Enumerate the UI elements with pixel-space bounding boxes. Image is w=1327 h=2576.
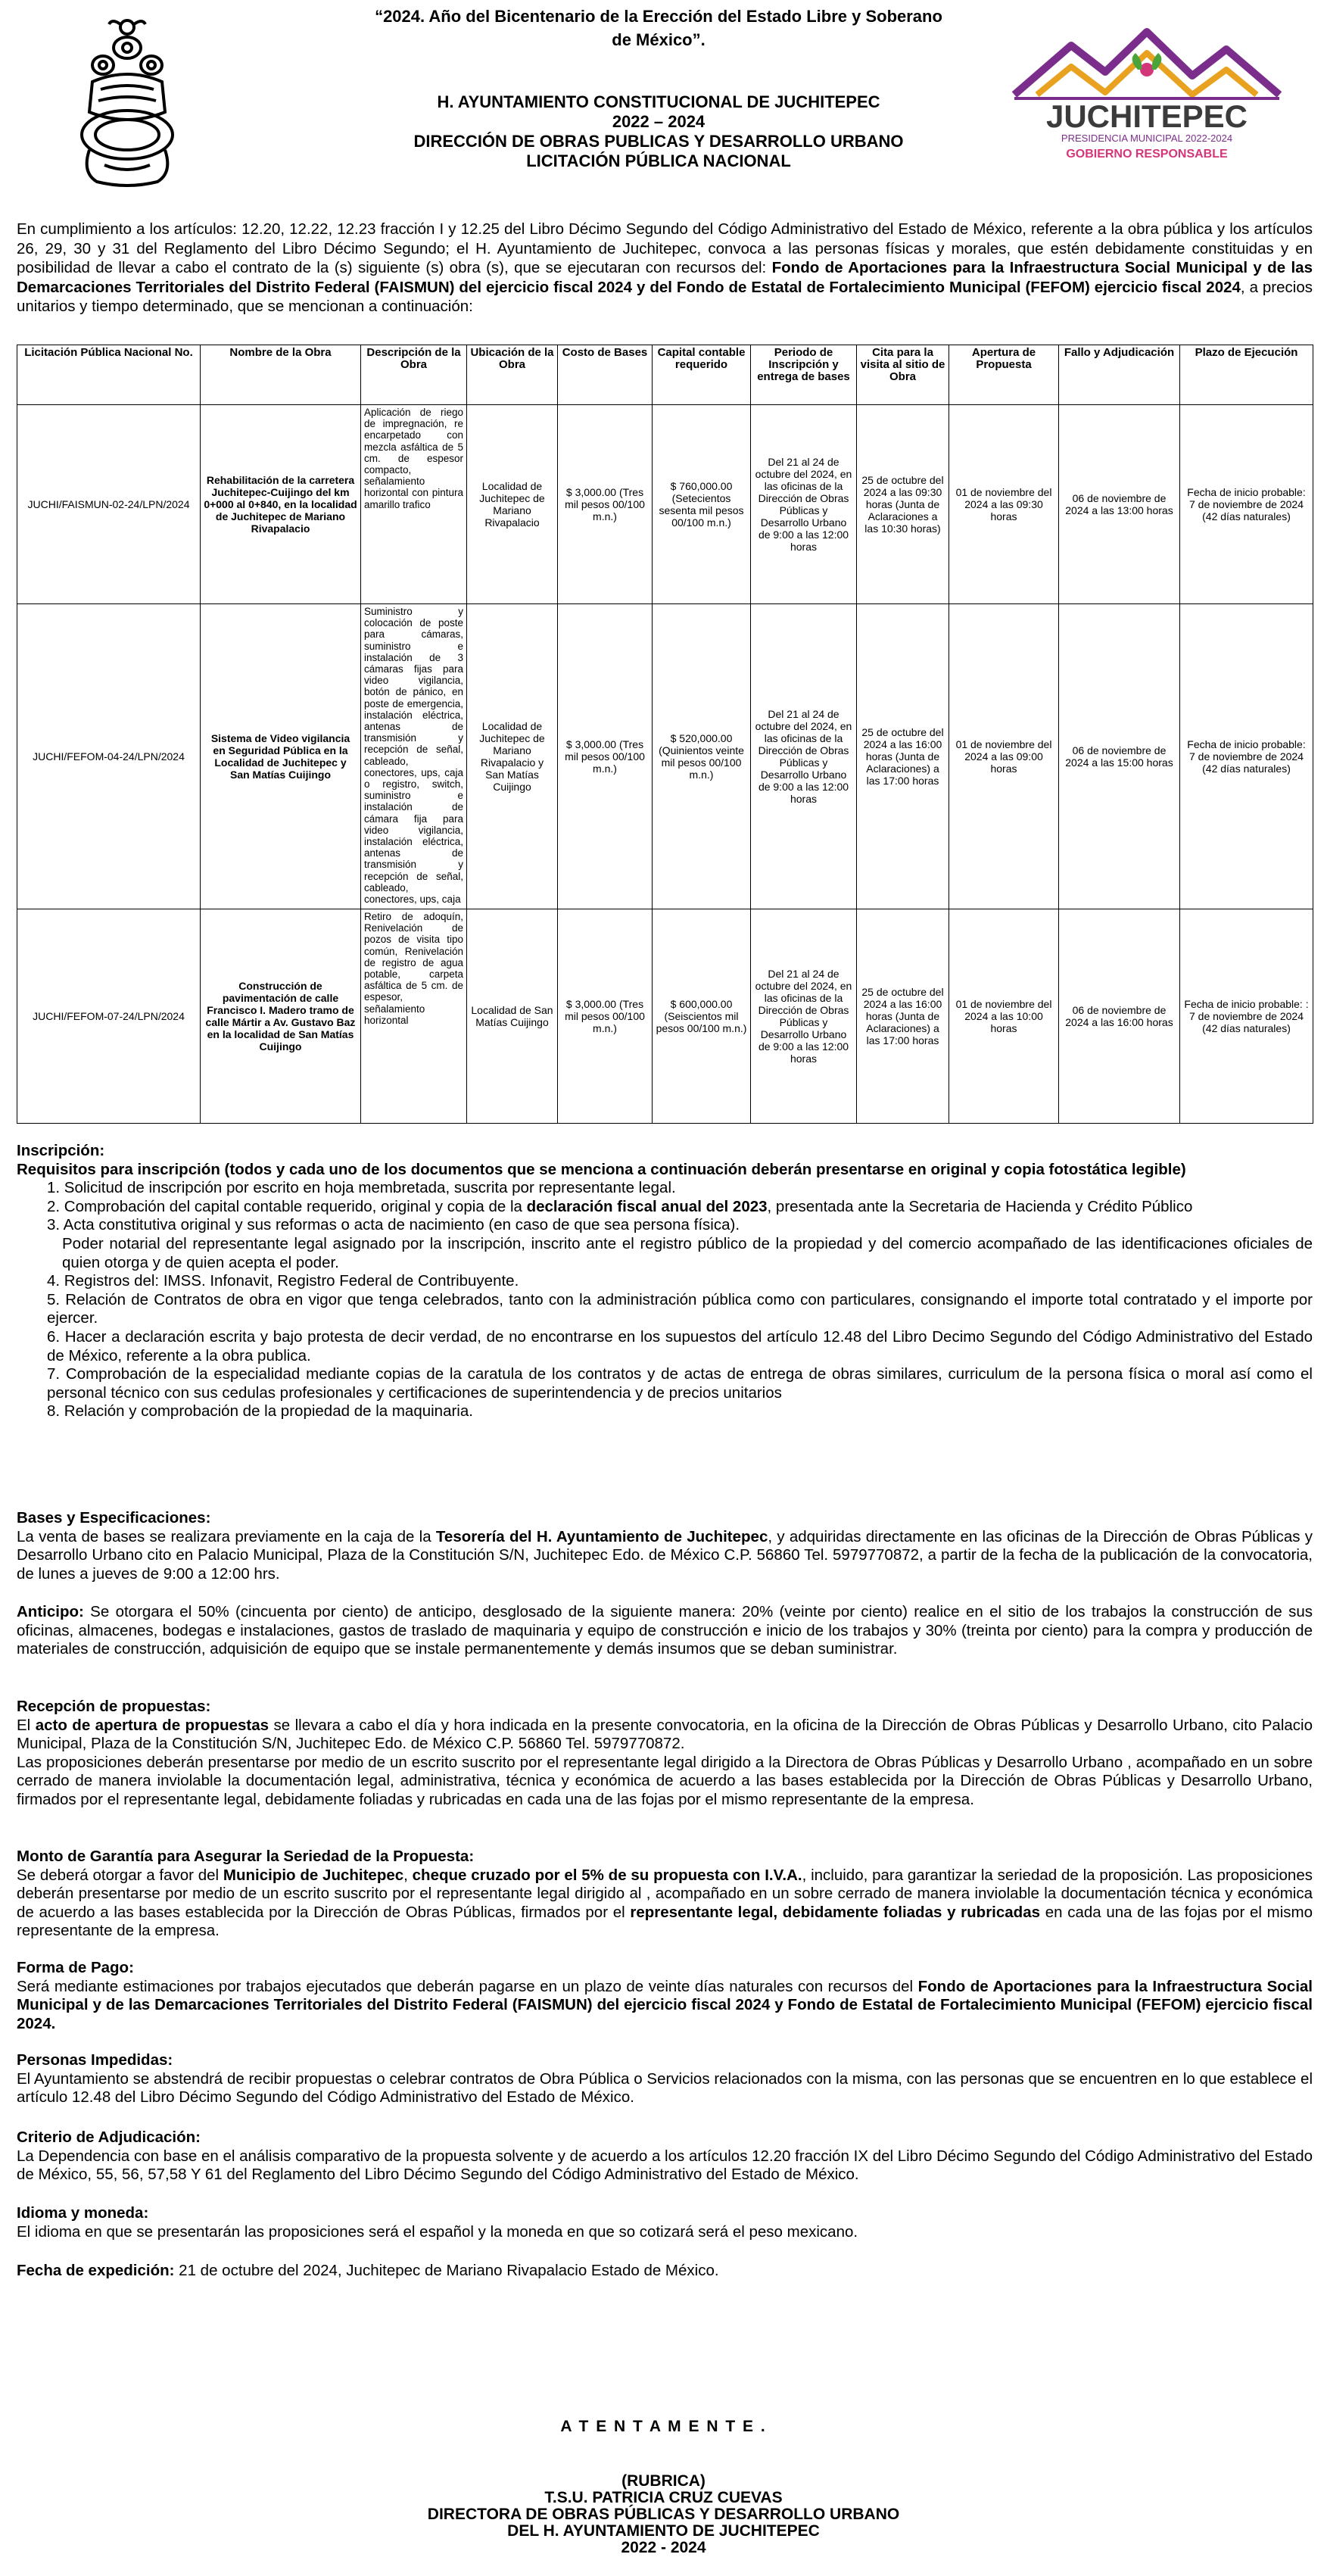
section-expedicion — [17, 2262, 1313, 2281]
cell-ruling: 06 de noviembre de 2024 a las 16:00 horas — [1059, 909, 1180, 1124]
section-text: Se otorgara el 50% (cincuenta por ciento) de anticipo, desglosado de la siguiente manera: 20% (veinte por ciento) realice en el sitio de los trabajos la construcción de sus oficinas, almacenes, bodegas e instalaciones, gastos de traslado de maquinaria y equipo de construcción e inicio de los trabajos y 30% (treinta por ciento) para la compra y producción de materiales de construcción, adquisición de equipo que se instale permanentemente y demás insumos que se deban suministrar. — [17, 1603, 1313, 1658]
text-span: , — [403, 1866, 413, 1884]
col-header: Cita para la visita al sitio de Obra — [857, 345, 949, 405]
list-item-text: 2. Comprobación del capital contable requerido, original y copia de la — [47, 1197, 527, 1215]
section-text: El idioma en que se presentarán las proposiciones será el español y la moneda en que so cotizará será el peso mexicano. — [17, 2222, 858, 2241]
cell-desc: Aplicación de riego de impregnación, re encarpetado con mezcla asfáltica de 5 cm. de espesor compacto, señalamiento horizontal con pintura amarillo trafico — [361, 405, 467, 604]
signatory-period: 2022 - 2024 — [621, 2539, 706, 2556]
list-item: 6. Hacer a declaración escrita y bajo protesta de decir verdad, de no encontrarse en los supuestos del artículo 12.48 del Libro Decimo Segundo del Código Administrativo del Estado de México, referente a la obra publica. — [47, 1327, 1313, 1364]
intro-text: En cumplimiento a los artículos: 12.20, 12.22, 12.23 fracción I y 12.25 del Libro Décimo Segundo del Código Administrativo del Estado de México, referente a la obra pública y los artículos 26, 29, 30 y 31 del Reglamento del Libro Décimo Segundo; el H. Ayuntamiento de Juchitepec, convoca a las personas físicas y morales, que estén debidamente constituidas y en posibilidad de llevar a cabo el contrato de la (s) siguiente (s) obra (s), que se ejecutaran con recursos del: — [17, 220, 1313, 276]
section-title: Idioma y moneda: — [17, 2204, 149, 2222]
list-item — [47, 1198, 1313, 1217]
section-title: Monto de Garantía para Asegurar la Seriedad de la Propuesta: — [17, 1848, 475, 1865]
col-header: Descripción de la Obra — [361, 345, 467, 405]
col-header: Costo de Bases — [558, 345, 653, 405]
table-row — [17, 909, 1313, 1124]
table-header-row — [17, 345, 1313, 405]
section-title: Anticipo: — [17, 1603, 84, 1620]
col-header: Nombre de la Obra — [201, 345, 361, 405]
cell-desc: Retiro de adoquín, Renivelación de pozos de visita tipo común, Renivelación de registro de agua potable, carpeta asfáltica de 5 cm. de espesor, señalamiento horizontal — [361, 909, 467, 1124]
col-header: Apertura de Propuesta — [949, 345, 1059, 405]
logo-slogan-text: GOBIERNO RESPONSABLE — [1066, 148, 1228, 161]
cell-term: Fecha de inicio probable: 7 de noviembre de 2024 (42 días naturales) — [1180, 604, 1313, 909]
col-header: Capital contable requerido — [653, 345, 751, 405]
section-subtitle: Requisitos para inscripción (todos y cada uno de los documentos que se menciona a continuación deberán presentarse en original y copia fotostática legible) — [17, 1160, 1186, 1178]
text-span: La venta de bases se realizara previamente en la caja de la — [17, 1527, 436, 1545]
cell-no: JUCHI/FAISMUN-02-24/LPN/2024 — [17, 405, 201, 604]
juchitepec-brand-logo — [1007, 23, 1287, 163]
municipal-glyph-logo — [67, 14, 188, 188]
text-span: Será mediante estimaciones por trabajos ejecutados que deberán pagarse en un plazo de veinte días naturales con recursos del — [17, 1977, 918, 1995]
section-text: La Dependencia con base en el análisis comparativo de la propuesta solvente y de acuerdo a los artículos 12.20 fracción IX del Libro Décimo Segundo del Código Administrativo del Estado de México, 55, 56, 57,58 Y 61 del Reglamento del Libro Décimo Segundo del Código Administrativo del Estado de México. — [17, 2147, 1313, 2184]
text-span: en cada una de las fojas por el mismo representante de la empresa. — [17, 1903, 1313, 1940]
list-item-text-end: , presentada ante la Secretaria de Hacienda y Crédito Público — [767, 1197, 1193, 1215]
cell-opening: 01 de noviembre del 2024 a las 10:00 horas — [949, 909, 1059, 1124]
col-header: Plazo de Ejecución — [1180, 345, 1313, 405]
signatory-role: DIRECTORA DE OBRAS PÚBLICAS Y DESARROLLO URBANO — [427, 2506, 900, 2523]
cell-period: Del 21 al 24 de octubre del 2024, en las oficinas de la Dirección de Obras Públicas y Desarrollo Urbano de 9:00 a las 12:00 horas — [751, 909, 857, 1124]
section-title: Fecha de expedición: — [17, 2262, 175, 2279]
cell-term: Fecha de inicio probable: : 7 de noviembre de 2024 (42 días naturales) — [1180, 909, 1313, 1124]
cell-ruling: 06 de noviembre de 2024 a las 13:00 horas — [1059, 405, 1180, 604]
text-span: se llevara a cabo el día y hora indicada en la presente convocatoria, en la oficina de la Dirección de Obras Públicas y Desarrollo Urbano, cito Palacio Municipal, Plaza de la Constitución S/N, Juchitepec Edo. de México C.P. 56860 Tel. 5979770872. — [17, 1716, 1313, 1753]
cell-cost: $ 3,000.00 (Tres mil pesos 00/100 m.n.) — [558, 909, 653, 1124]
list-item: 4. Registros del: IMSS. Infonavit, Registro Federal de Contribuyente. — [47, 1272, 519, 1290]
section-text: 21 de octubre del 2024, Juchitepec de Mariano Rivapalacio Estado de México. — [174, 2262, 719, 2279]
cell-name: Construcción de pavimentación de calle Francisco I. Madero tramo de calle Mártir a Av. Gustavo Baz en la localidad de San Matías Cuijingo — [201, 909, 361, 1124]
table-row — [17, 604, 1313, 909]
list-item: 8. Relación y comprobación de la propiedad de la maquinaria. — [47, 1402, 473, 1421]
list-item: 7. Comprobación de la especialidad mediante copias de la caratula de los contratos y de actas de entrega de obras similares, curriculum de la persona física o moral así como el personal técnico con sus cedulas profesionales y certificaciones de superintendencia y de precios unitarios — [47, 1365, 1313, 1402]
section-text — [17, 1978, 1313, 2034]
header-quote — [318, 5, 999, 51]
col-header: Periodo de Inscripción y entrega de bases — [751, 345, 857, 405]
logo-sub-text: PRESIDENCIA MUNICIPAL 2022-2024 — [1061, 133, 1233, 144]
intro-fund-names: Fondo de Aportaciones para la Infraestructura Social Municipal y de las Demarcaciones Territoriales del Distrito Federal (FAISMUN) del ejercicio fiscal 2024 y del Fondo de Estatal de Fortalecimiento Municipal (FEFOM) ejercicio fiscal 2024 — [17, 259, 1313, 296]
section-inscripcion — [17, 1142, 1313, 1421]
tender-table — [17, 345, 1313, 1124]
cell-capital: $ 520,000.00 (Quinientos veinte mil pesos 00/100 m.n.) — [653, 604, 751, 909]
section-title: Criterio de Adjudicación: — [17, 2128, 201, 2146]
list-item: 5. Relación de Contratos de obra en vigor que tenga celebrados, tanto con la administración pública como con particulares, consignando el importe total contratado y el importe por ejercer. — [47, 1290, 1313, 1327]
cell-visit: 25 de octubre del 2024 a las 16:00 horas (Junta de Aclaraciones) a las 17:00 horas — [857, 604, 949, 909]
bold-span: Fondo de Aportaciones para la Infraestructura Social Municipal y de las Demarcaciones Territoriales del Distrito Federal (FAISMUN) del ejercicio fiscal 2024 y Fondo de Estatal de Fortalecimiento Municipal (FEFOM) ejercicio fiscal 2024. — [17, 1977, 1313, 2032]
table-row — [17, 405, 1313, 604]
cell-capital: $ 760,000.00 (Setecientos sesenta mil pesos 00/100 m.n.) — [653, 405, 751, 604]
cell-location: Localidad de Juchitepec de Mariano Rivapalacio y San Matías Cuijingo — [467, 604, 558, 909]
header-organization — [318, 92, 999, 171]
org-line-2: 2022 – 2024 — [612, 112, 706, 131]
closing-atentamente: A T E N T A M E N T E . — [560, 2418, 767, 2435]
section-recepcion — [17, 1698, 1313, 1810]
bold-span: Tesorería del H. Ayuntamiento de Juchitepec — [435, 1527, 768, 1545]
cell-ruling: 06 de noviembre de 2024 a las 15:00 horas — [1059, 604, 1180, 909]
list-item: Poder notarial del representante legal asignado por la inscripción, inscrito ante el registro público de la propiedad y del comercio acompañado de las identificaciones oficiales de quien otorga y de quien acepta el poder. — [62, 1234, 1313, 1271]
section-text: El Ayuntamiento se abstendrá de recibir propuestas o celebrar contratos de Obra Pública o Servicios relacionados con la misma, con las personas que se encuentren en lo que establece el artículo 12.48 del Libro Décimo Segundo del Código Administrativo del Estado de México. — [17, 2069, 1313, 2107]
cell-period: Del 21 al 24 de octubre del 2024, en las oficinas de la Dirección de Obras Públicas y Desarrollo Urbano de 9:00 a las 12:00 horas — [751, 405, 857, 604]
logo-brand-text: JUCHITEPEC — [1045, 98, 1248, 134]
bold-span: representante legal, debidamente foliadas y rubricadas — [630, 1903, 1040, 1921]
cell-no: JUCHI/FEFOM-07-24/LPN/2024 — [17, 909, 201, 1124]
text-span: , y adquiridas directamente en las oficinas de la Dirección de Obras Públicas y Desarrollo Urbano cito en Palacio Municipal, Plaza de la Constitución S/N, Juchitepec Edo. de México C.P. 56860 Tel. 5979770872, a partir de la fecha de la publicación de la convocatoria, de lunes a jueves de 9:00 a 12:00 hrs. — [17, 1527, 1313, 1583]
col-header: Fallo y Adjudicación — [1059, 345, 1180, 405]
bold-span: acto de apertura de propuestas — [35, 1716, 269, 1734]
list-item-bold: declaración fiscal anual del 2023 — [526, 1197, 768, 1215]
cell-period: Del 21 al 24 de octubre del 2024, en las oficinas de la Dirección de Obras Públicas y Desarrollo Urbano de 9:00 a las 12:00 horas — [751, 604, 857, 909]
cell-visit: 25 de octubre del 2024 a las 09:30 horas (Junta de Aclaraciones a las 10:30 horas) — [857, 405, 949, 604]
section-text — [17, 1717, 1313, 1754]
cell-capital: $ 600,000.00 (Seiscientos mil pesos 00/100 m.n.) — [653, 909, 751, 1124]
cell-location: Localidad de Juchitepec de Mariano Rivapalacio — [467, 405, 558, 604]
header-quote-line1: “2024. Año del Bicentenario de la Erección del Estado Libre y Soberano — [375, 7, 942, 26]
section-title: Recepción de propuestas: — [17, 1698, 211, 1715]
section-text — [17, 1528, 1313, 1584]
cell-visit: 25 de octubre del 2024 a las 16:00 horas (Junta de Aclaraciones) a las 17:00 horas — [857, 909, 949, 1124]
intro-paragraph — [17, 220, 1313, 317]
list-item: 3. Acta constitutiva original y sus reformas o acta de nacimiento (en caso de que sea persona física). — [47, 1216, 740, 1234]
org-line-4: LICITACIÓN PÚBLICA NACIONAL — [526, 151, 791, 170]
signatory-name: T.S.U. PATRICIA CRUZ CUEVAS — [544, 2489, 783, 2506]
section-idioma — [17, 2204, 1313, 2241]
cell-location: Localidad de San Matías Cuijingo — [467, 909, 558, 1124]
section-impedidas — [17, 2051, 1313, 2107]
section-title: Inscripción: — [17, 1142, 105, 1159]
section-anticipo — [17, 1603, 1313, 1659]
section-criterio — [17, 2128, 1313, 2185]
cell-opening: 01 de noviembre del 2024 a las 09:30 horas — [949, 405, 1059, 604]
cell-no: JUCHI/FEFOM-04-24/LPN/2024 — [17, 604, 201, 909]
text-span: , incluido, para garantizar la seriedad de la proposición. Las proposiciones deberán presentarse por medio de un escrito suscrito por el representante legal dirigido al , acompañado en un sobre cerrado de manera inviolable la documentación técnica y económica de acuerdo a las bases establecida por la Dirección de Obras Públicas, firmados por el — [17, 1866, 1313, 1921]
cell-name: Rehabilitación de la carretera Juchitepec-Cuijingo del km 0+000 al 0+840, en la localidad de Juchitepec de Mariano Rivapalacio — [201, 405, 361, 604]
header-quote-line2: de México”. — [612, 30, 706, 49]
signature-rubrica: (RUBRICA) — [621, 2472, 706, 2490]
cell-cost: $ 3,000.00 (Tres mil pesos 00/100 m.n.) — [558, 405, 653, 604]
section-title: Bases y Especificaciones: — [17, 1509, 211, 1527]
org-line-1: H. AYUNTAMIENTO CONSTITUCIONAL DE JUCHITEPEC — [437, 92, 880, 111]
bold-span: cheque cruzado por el 5% de su propuesta con I.V.A. — [412, 1866, 802, 1884]
text-span: El — [17, 1716, 36, 1734]
text-span: Se deberá otorgar a favor del — [17, 1866, 223, 1884]
section-garantia — [17, 1848, 1313, 1941]
section-title: Forma de Pago: — [17, 1959, 134, 1976]
col-header: Licitación Pública Nacional No. — [17, 345, 201, 405]
requirements-list — [17, 1179, 1313, 1421]
bold-span: Municipio de Juchitepec — [223, 1866, 404, 1884]
cell-name: Sistema de Video vigilancia en Seguridad Pública en la Localidad de Juchitepec y San Matías Cuijingo — [201, 604, 361, 909]
section-text: Las proposiciones deberán presentarse por medio de un escrito suscrito por el representante legal dirigido a la Directora de Obras Públicas y Desarrollo Urbano , acompañado en un sobre cerrado de manera inviolable la documentación legal, administrativa, técnica y económica de acuerdo a las bases establecida por la Dirección de Obras Públicas y Desarrollo Urbano, firmados por el representante legal, debidamente foliadas y rubricadas en cada una de las fojas por el mismo representante de la empresa. — [17, 1753, 1313, 1808]
signatory-org: DEL H. AYUNTAMIENTO DE JUCHITEPEC — [507, 2522, 820, 2540]
cell-opening: 01 de noviembre del 2024 a las 09:00 horas — [949, 604, 1059, 909]
intro-text-end: , a precios unitarios y tiempo determinado, que se mencionan a continuación: — [17, 278, 1313, 315]
section-bases — [17, 1509, 1313, 1583]
cell-term: Fecha de inicio probable: 7 de noviembre de 2024 (42 días naturales) — [1180, 405, 1313, 604]
cell-desc: Suministro y colocación de poste para cámaras, suministro e instalación de 3 cámaras fijas para video vigilancia, botón de pánico, en poste de emergencia, instalación eléctrica, antenas de transmisión y recepción de señal, cableado, conectores, ups, caja o registro, switch, suministro e instalación de cámara fija para video vigilancia, instalación eléctrica, antenas de transmisión y recepción de señal, cableado, conectores, ups, caja — [361, 604, 467, 909]
signature-block — [0, 2473, 1327, 2556]
cell-cost: $ 3,000.00 (Tres mil pesos 00/100 m.n.) — [558, 604, 653, 909]
section-text — [17, 1867, 1313, 1941]
org-line-3: DIRECCIÓN DE OBRAS PUBLICAS Y DESARROLLO URBANO — [413, 132, 904, 151]
list-item: 1. Solicitud de inscripción por escrito en hoja membretada, suscrita por representante legal. — [47, 1179, 676, 1197]
section-pago — [17, 1959, 1313, 2033]
section-title: Personas Impedidas: — [17, 2051, 173, 2069]
col-header: Ubicación de la Obra — [467, 345, 558, 405]
